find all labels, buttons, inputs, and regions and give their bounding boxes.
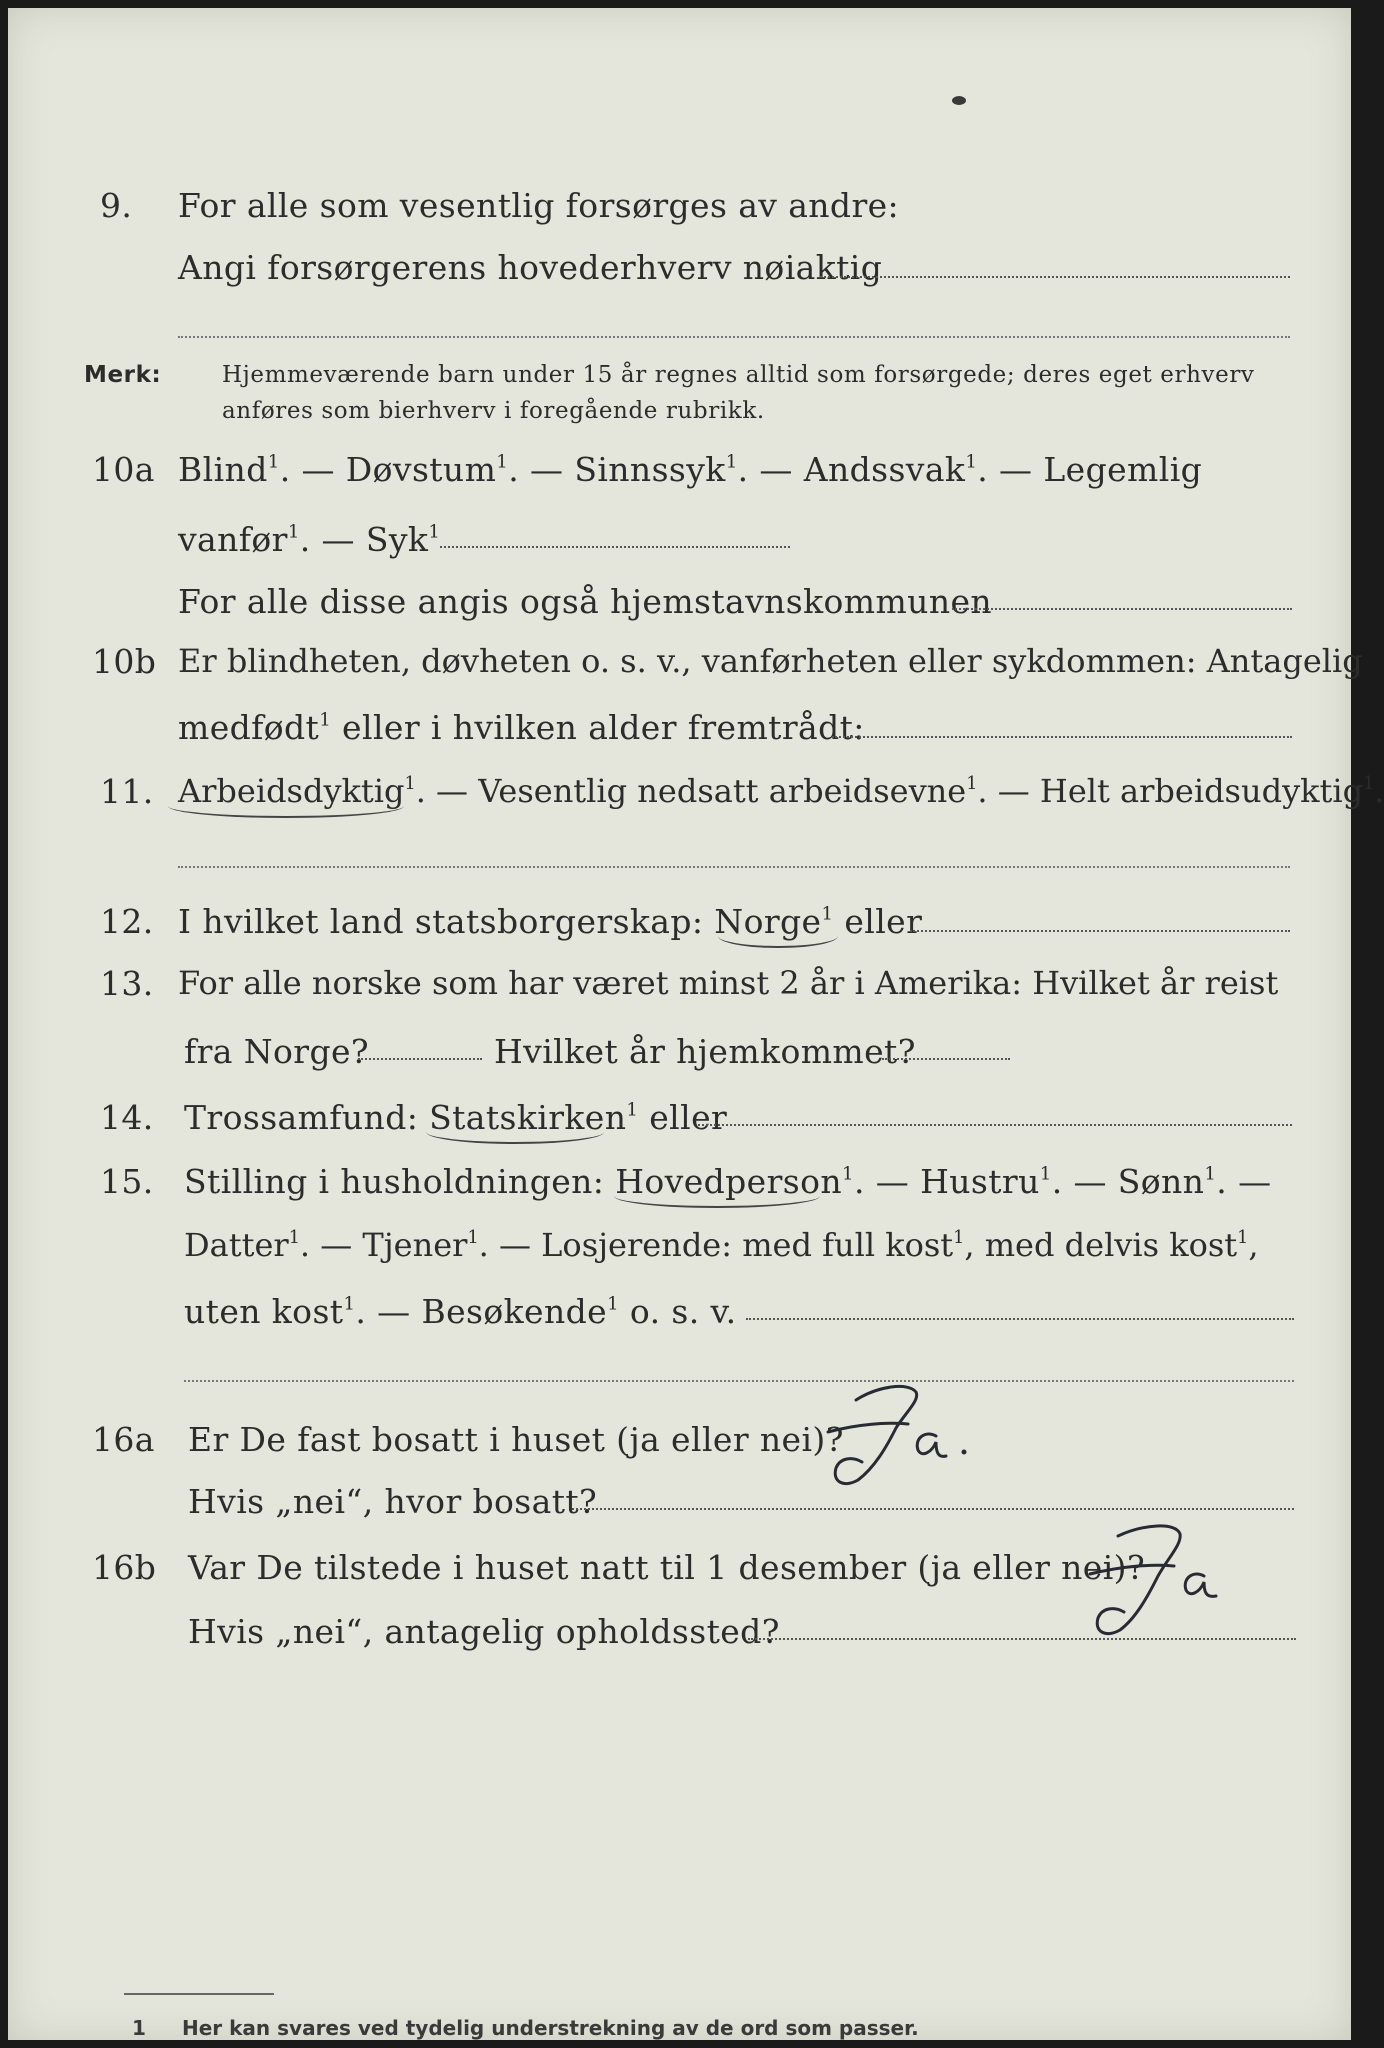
q16a-number: 16a bbox=[92, 1420, 155, 1459]
footnote-mark: 1 bbox=[132, 2016, 146, 2040]
q10b-number: 10b bbox=[92, 642, 157, 681]
section-divider bbox=[178, 336, 1290, 338]
merk-text-2: anføres som bierhverv i foregående rubrikk. bbox=[222, 398, 765, 424]
section-divider bbox=[178, 866, 1290, 868]
merk-text-1: Hjemmeværende barn under 15 år regnes alltid som forsørgede; deres eget erhverv bbox=[222, 362, 1255, 388]
q16b-number: 16b bbox=[92, 1548, 157, 1587]
arbeidsdyktig-underline bbox=[168, 806, 404, 818]
footnote-text: Her kan svares ved tydelig understrekning av de ord som passer. bbox=[182, 2016, 919, 2040]
q10b-text-2: medfødt$^1$ eller i hvilken alder fremtrådt: bbox=[178, 708, 865, 747]
q9-text-2: Angi forsørgerens hovederhverv nøiaktig bbox=[178, 248, 883, 287]
handwritten-ja-answer-1 bbox=[808, 1372, 988, 1492]
q11-number: 11. bbox=[100, 772, 154, 811]
q9-answer-line[interactable] bbox=[820, 276, 1290, 278]
q10b-text-1: Er blindheten, døvheten o. s. v., vanførheten eller sykdommen: Antagelig bbox=[178, 642, 1363, 680]
q9-number: 9. bbox=[100, 186, 133, 225]
q16a-text-2: Hvis „nei“, hvor bosatt? bbox=[188, 1482, 598, 1521]
q10a-text-1: Blind$^1$. — Døvstum$^1$. — Sinnssyk$^1$. — Andssvak$^1$. — Legemlig bbox=[178, 450, 1203, 489]
q14-number: 14. bbox=[100, 1098, 154, 1137]
q13-text-2a: fra Norge? bbox=[184, 1032, 370, 1071]
merk-label: Merk: bbox=[84, 362, 162, 388]
q13-text-2b: Hvilket år hjemkommet? bbox=[494, 1032, 916, 1071]
q10a-text-2: vanfør$^1$. — Syk$^1$ bbox=[178, 520, 441, 559]
ink-blot bbox=[952, 96, 966, 105]
q12-number: 12. bbox=[100, 902, 154, 941]
q13-hjemkommet-answer-line[interactable] bbox=[882, 1058, 1010, 1060]
q14-answer-line[interactable] bbox=[698, 1124, 1292, 1126]
q10a-hjemstavn-answer-line[interactable] bbox=[952, 608, 1292, 610]
section-divider bbox=[184, 1380, 1294, 1382]
q10a-number: 10a bbox=[92, 450, 155, 489]
q13-number: 13. bbox=[100, 964, 154, 1003]
q13-text-1: For alle norske som har været minst 2 år i Amerika: Hvilket år reist bbox=[178, 964, 1279, 1002]
q16b-text-2: Hvis „nei“, antagelig opholdssted? bbox=[188, 1612, 780, 1651]
footnote-rule bbox=[124, 1993, 274, 1995]
q16a-answer-line[interactable] bbox=[572, 1508, 1294, 1510]
q15-text-2: Datter$^1$. — Tjener$^1$. — Losjerende: med full kost$^1$, med delvis kost$^1$, bbox=[184, 1226, 1259, 1264]
q9-text-1: For alle som vesentlig forsørges av andre: bbox=[178, 186, 900, 225]
q15-text-3: uten kost$^1$. — Besøkende$^1$ o. s. v. bbox=[184, 1292, 737, 1331]
q10b-answer-line[interactable] bbox=[832, 736, 1292, 738]
q15-answer-line[interactable] bbox=[746, 1318, 1294, 1320]
q11-text-1: Arbeidsdyktig$^1$. — Vesentlig nedsatt arbeidsevne$^1$. — Helt arbeidsudyktig$^1$. bbox=[178, 772, 1384, 810]
q16b-answer-line[interactable] bbox=[748, 1638, 1296, 1640]
q12-text-1: I hvilket land statsborgerskap: Norge$^1$ eller bbox=[178, 902, 923, 941]
q14-text-1: Trossamfund: Statskirken$^1$ eller bbox=[184, 1098, 728, 1137]
q13-reist-answer-line[interactable] bbox=[358, 1058, 482, 1060]
hovedperson-underline bbox=[614, 1196, 820, 1208]
q15-text-1: Stilling i husholdningen: Hovedperson$^1$. — Hustru$^1$. — Sønn$^1$. — bbox=[184, 1162, 1272, 1201]
statskirken-underline bbox=[426, 1132, 604, 1144]
q12-answer-line[interactable] bbox=[910, 930, 1290, 932]
q10a-syk-answer-line[interactable] bbox=[440, 546, 790, 548]
norge-underline bbox=[718, 936, 838, 948]
census-form-page bbox=[8, 8, 1384, 2040]
q10a-text-3: For alle disse angis også hjemstavnskommunen bbox=[178, 582, 993, 621]
handwritten-ja-answer-2 bbox=[1068, 1516, 1248, 1646]
q16b-text-1: Var De tilstede i huset natt til 1 desember (ja eller nei)? bbox=[188, 1548, 1146, 1587]
q16a-text-1: Er De fast bosatt i huset (ja eller nei)? bbox=[188, 1420, 844, 1459]
q15-number: 15. bbox=[100, 1162, 154, 1201]
